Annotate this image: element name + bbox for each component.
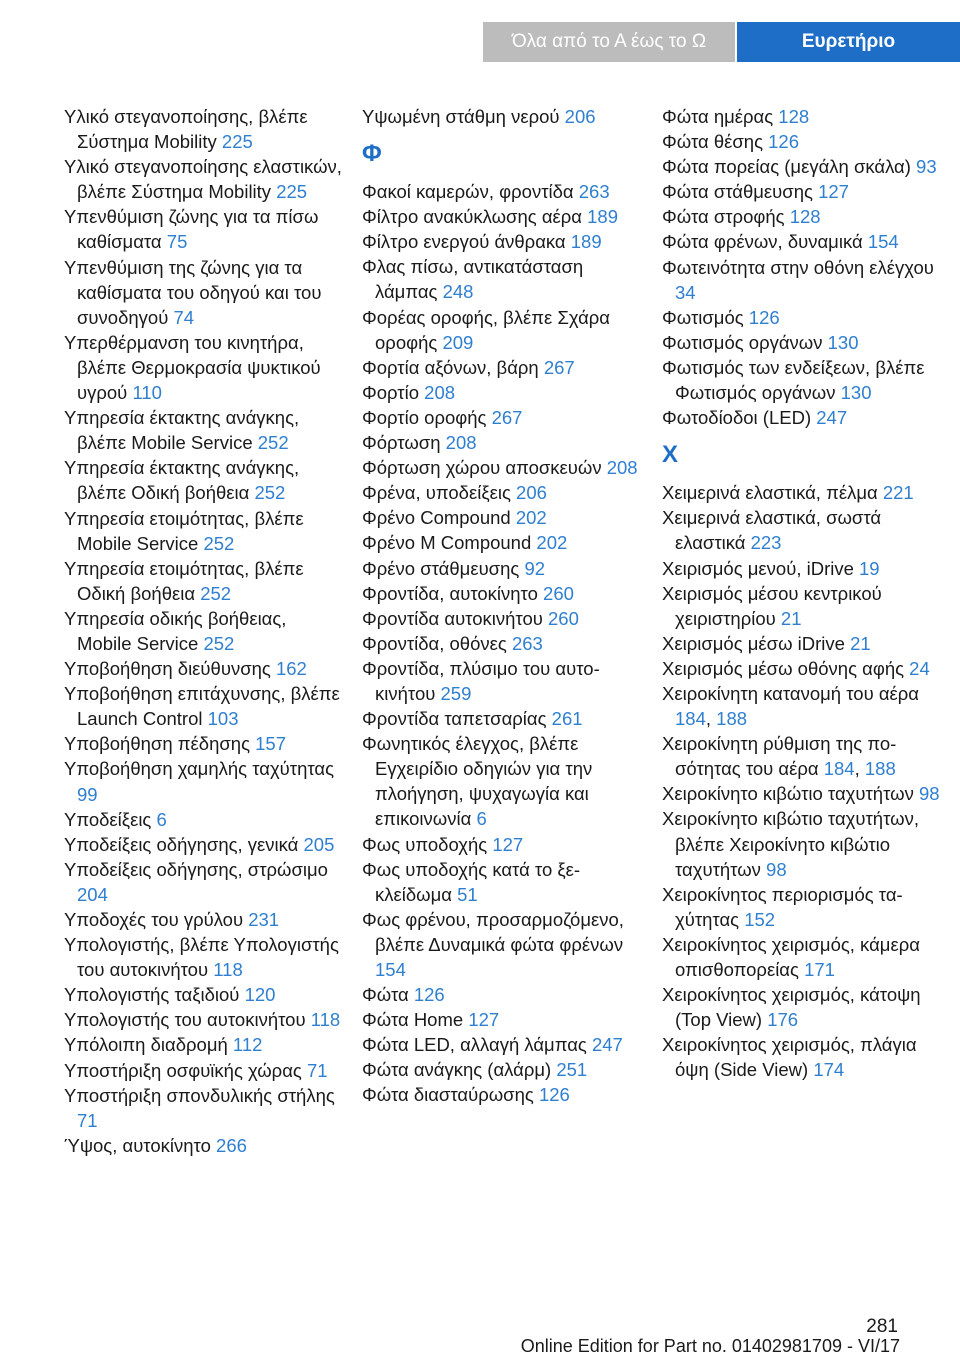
- edition-footer: Online Edition for Part no. 01402981709 - VI/17: [520, 1336, 900, 1356]
- index-entry: [662, 505, 942, 555]
- index-entry: [662, 1032, 942, 1082]
- index-entry-text: Φώτα ημέρας: [662, 106, 779, 127]
- index-entry-text: Φωτισμός: [662, 306, 749, 328]
- index-entry-text: Υλικό στεγανοποίησης ελαστικών, βλέπε Σύστημα Mobility: [64, 156, 342, 203]
- index-entry-text: Φόρτωση χώρου αποσκευών: [362, 457, 607, 479]
- index-entry: [64, 154, 344, 204]
- index-entry: [64, 982, 344, 1007]
- page-link[interactable]: 98: [918, 783, 940, 805]
- index-entry: [662, 204, 942, 229]
- page-link[interactable]: 206: [564, 106, 596, 127]
- index-entry-text: Φροντίδα, αυτοκίνητο: [362, 582, 544, 604]
- page-link[interactable]: 120: [244, 984, 276, 1006]
- page-separator: ,: [705, 708, 717, 730]
- page-link[interactable]: 267: [491, 406, 523, 428]
- index-entry: [362, 1057, 642, 1082]
- index-column-3: [662, 104, 942, 1082]
- index-entry-text: Χειροκίνητη κατανομή του αέρα: [662, 682, 919, 704]
- page-link[interactable]: 204: [77, 883, 108, 905]
- index-entry: [662, 305, 942, 330]
- index-entry-text: Ύψος, αυτοκίνητο: [64, 1134, 217, 1156]
- index-entry: [662, 480, 942, 505]
- page-link[interactable]: 251: [556, 1059, 588, 1081]
- index-entry: [64, 330, 344, 405]
- index-entry-text: Φώτα φρένων, δυναμικά: [662, 231, 868, 253]
- page-link[interactable]: 157: [255, 733, 287, 755]
- page-link[interactable]: 21: [850, 632, 871, 654]
- page-link[interactable]: 51: [457, 883, 478, 905]
- page-link[interactable]: 260: [543, 582, 574, 604]
- index-entry: [64, 1058, 344, 1083]
- page-link[interactable]: 126: [538, 1084, 570, 1106]
- page-link[interactable]: 188: [864, 758, 896, 780]
- page-link[interactable]: 252: [200, 582, 232, 604]
- index-entry: [662, 405, 942, 430]
- page-link[interactable]: 184: [675, 708, 706, 730]
- index-entry-text: Φώτα πορείας (μεγάλη σκάλα): [662, 156, 917, 178]
- page-link[interactable]: 266: [216, 1134, 247, 1156]
- index-entry: [64, 255, 344, 330]
- index-entry: [64, 1032, 344, 1057]
- index-entry-text: Υποβοήθηση πέδησης: [64, 733, 256, 755]
- index-entry-text: Φρένα, υποδείξεις: [362, 482, 517, 504]
- index-entry-text: Χειμερινά ελαστικά, πέλμα: [662, 482, 883, 504]
- index-entry-text: Φορέας οροφής, βλέπε Σχάρα οροφής: [362, 306, 611, 353]
- page-link[interactable]: 221: [882, 482, 914, 504]
- page-link[interactable]: 189: [570, 231, 602, 253]
- index-entry: [362, 104, 642, 129]
- index-entry-text: Υπενθύμιση της ζώνης για τα καθίσματα του οδηγού και του συνοδηγού: [64, 256, 322, 328]
- index-entry: [662, 781, 942, 806]
- index-entry: [662, 982, 942, 1032]
- index-entry: [662, 255, 942, 305]
- page-link[interactable]: 171: [804, 959, 835, 980]
- page-link[interactable]: 126: [768, 131, 799, 153]
- index-entry-text: Υποβοήθηση επιτάχυνσης, βλέπε Launch Control: [64, 683, 340, 730]
- page-link[interactable]: 126: [748, 306, 780, 328]
- index-entry-text: Φώτα: [362, 984, 414, 1006]
- page-link[interactable]: 205: [303, 833, 335, 855]
- index-entry: [64, 807, 344, 832]
- index-letter-heading: Φ: [362, 140, 382, 168]
- index-entry-text: Φορτίο: [362, 381, 425, 403]
- index-entry-text: Φώτα θέσης: [662, 131, 769, 153]
- page-link[interactable]: 209: [442, 331, 474, 353]
- index-entry: [362, 405, 642, 430]
- index-entry-text: Υπηρεσία ετοιμότητας, βλέπε Οδική βοήθεια: [64, 557, 304, 604]
- page-link[interactable]: 252: [203, 532, 235, 554]
- index-entry: [64, 1007, 344, 1032]
- index-entry-text: Υποδείξεις οδήγησης, γενικά: [64, 833, 304, 855]
- page-link[interactable]: 98: [766, 858, 787, 880]
- index-column-1: [64, 104, 344, 1158]
- index-entry-text: Φώτα στροφής: [662, 206, 790, 228]
- index-entry: [362, 581, 642, 606]
- index-entry-text: Υπερθέρμανση του κινητήρα, βλέπε Θερμοκρασία ψυκτικού υγρού: [64, 331, 321, 404]
- index-entry-text: Φως υποδοχής κατά το ξεκλείδωμα: [362, 858, 581, 905]
- index-entry-text: Φροντίδα, οθόνες: [362, 632, 512, 654]
- page-link[interactable]: 202: [515, 507, 547, 529]
- index-entry-text: Χειροκίνητος χειρισμός, κάτοψη (Top View): [662, 984, 921, 1031]
- page-link[interactable]: 152: [744, 908, 776, 930]
- index-entry-text: Φορτία αξόνων, βάρη: [362, 356, 544, 378]
- index-entry-text: Υπολογιστής, βλέπε Υπολογιστής του αυτοκινήτου: [64, 934, 339, 981]
- index-entry-text: Χειρισμός μενού, iDrive: [662, 557, 860, 579]
- index-entry: [362, 832, 642, 857]
- index-entry: [662, 882, 942, 932]
- page-link[interactable]: 252: [203, 632, 235, 654]
- index-entry: [662, 129, 942, 154]
- page-link[interactable]: 189: [587, 206, 618, 228]
- index-entry: [662, 656, 942, 681]
- page-link[interactable]: 34: [675, 281, 696, 303]
- index-entry-text: Υψωμένη στάθμη νερού: [362, 106, 565, 127]
- index-entry-text: Υποστήριξη οσφυϊκής χώρας: [64, 1059, 307, 1081]
- page-link[interactable]: 267: [543, 356, 575, 378]
- index-entry: [362, 706, 642, 731]
- index-entry: [362, 631, 642, 656]
- index-letter-heading: Χ: [662, 441, 679, 469]
- page-link[interactable]: 208: [445, 432, 477, 454]
- page-link[interactable]: 112: [232, 1034, 263, 1056]
- page-link[interactable]: 206: [516, 482, 547, 504]
- index-entry-text: Υπηρεσία έκτακτης ανάγκης, βλέπε Mobile Service: [64, 407, 300, 454]
- page-link[interactable]: 127: [492, 833, 524, 855]
- index-entry: [362, 606, 642, 631]
- index-entry: [64, 907, 344, 932]
- index-entry: [662, 932, 942, 982]
- index-entry: [362, 505, 642, 530]
- index-entry: [362, 857, 642, 907]
- index-entry-text: Φρένο M Compound: [362, 532, 537, 554]
- index-entry: [64, 832, 344, 857]
- index-entry: [64, 606, 344, 656]
- page-link[interactable]: 263: [511, 632, 543, 654]
- index-entry-text: Χειρισμός μέσου κεντρικού χειριστηρίου: [662, 582, 882, 629]
- index-entry-text: Χειροκίνητο κιβώτιο ταχυτήτων: [662, 783, 919, 805]
- index-entry: [662, 104, 942, 129]
- page-link[interactable]: 75: [166, 231, 188, 253]
- index-entry-text: Υπηρεσία έκτακτης ανάγκης, βλέπε Οδική βοήθεια: [64, 457, 300, 504]
- index-entry-text: Χειροκίνητος χειρισμός, κάμερα οπισθοπορείας: [662, 933, 920, 980]
- index-entry: [662, 154, 942, 179]
- index-entry-text: Υπόλοιπη διαδρομή: [64, 1034, 233, 1056]
- index-entry: [362, 1032, 642, 1057]
- index-entry-text: Φωτισμός των ενδείξεων, βλέπε Φωτισμός οργάνων: [662, 356, 925, 404]
- page-link[interactable]: 128: [789, 206, 821, 228]
- page-link[interactable]: 252: [254, 482, 286, 504]
- page-link[interactable]: 126: [413, 984, 445, 1006]
- index-entry: [662, 631, 942, 656]
- index-entry: [64, 731, 344, 756]
- page-number: 281: [866, 1316, 898, 1337]
- page-link[interactable]: 6: [156, 808, 167, 830]
- page-link[interactable]: 263: [578, 181, 610, 203]
- page-link[interactable]: 223: [750, 532, 782, 554]
- index-entry: [662, 681, 942, 731]
- page-link[interactable]: 71: [306, 1059, 328, 1081]
- page-link[interactable]: 99: [77, 783, 98, 805]
- index-entry-text: Φροντίδα αυτοκινήτου: [362, 607, 549, 629]
- index-entry: [64, 857, 344, 907]
- index-entry: [362, 305, 642, 355]
- index-entry-text: Φως φρένου, προσαρμοζόμενο, βλέπε Δυναμικά φώτα φρένων: [362, 908, 624, 955]
- index-entry-text: Χειροκίνητος χειρισμός, πλάγια όψη (Side View): [662, 1034, 917, 1081]
- page-link[interactable]: 128: [778, 106, 810, 127]
- index-entry-text: Χειρισμός μέσω iDrive: [662, 632, 851, 654]
- index-entry: [362, 254, 642, 304]
- page-link[interactable]: 247: [591, 1034, 623, 1056]
- page-link[interactable]: 93: [916, 156, 937, 178]
- index-entry: [64, 656, 344, 681]
- page-link[interactable]: 247: [816, 407, 848, 429]
- index-entry-text: Φίλτρο ανακύκλωσης αέρα: [362, 206, 588, 228]
- index-entry: [362, 480, 642, 505]
- index-entry-text: Φώτα LED, αλλαγή λάμπας: [362, 1034, 592, 1056]
- page-link[interactable]: 252: [257, 432, 289, 454]
- index-entry-text: Υποστήριξη σπονδυλικής στήλης: [64, 1084, 335, 1106]
- index-entry: [362, 179, 642, 204]
- index-entry-text: Υλικό στεγανοποίησης, βλέπε Σύστημα Mobility: [64, 106, 308, 153]
- index-entry: [64, 556, 344, 606]
- index-entry-text: Χειρισμός μέσω οθόνης αφής: [662, 657, 910, 679]
- index-entry: [362, 430, 642, 455]
- index-entry-text: Χειροκίνητος περιορισμός ταχύτητας: [662, 883, 903, 930]
- index-entry-text: Υποδοχές του γρύλου: [64, 909, 249, 930]
- index-entry: [662, 179, 942, 204]
- index-entry: [362, 656, 642, 706]
- index-entry-text: Υποδείξεις: [64, 808, 157, 830]
- page-link[interactable]: 103: [207, 708, 239, 730]
- index-entry: [64, 204, 344, 254]
- index-entry-text: Υπηρεσία ετοιμότητας, βλέπε Mobile Service: [64, 507, 304, 554]
- index-entry-text: Φλας πίσω, αντικατάσταση λάμπας: [362, 256, 584, 303]
- index-entry: [362, 731, 642, 831]
- index-entry-text: Υποβοήθηση διεύθυνσης: [64, 658, 276, 680]
- index-entry: [362, 530, 642, 555]
- index-entry-text: Φωτισμός οργάνων: [662, 331, 828, 353]
- index-entry-text: Υποβοήθηση χαμηλής ταχύτητας: [64, 758, 335, 780]
- page-link[interactable]: 225: [276, 181, 308, 203]
- index-entry-text: Φώτα ανάγκης (αλάρμ): [362, 1059, 557, 1081]
- page-link[interactable]: 174: [813, 1059, 845, 1081]
- index-entry: [362, 380, 642, 405]
- index-entry-text: Υπολογιστής του αυτοκινήτου: [64, 1009, 311, 1031]
- index-entry: [64, 932, 344, 982]
- index-entry: [662, 731, 942, 781]
- index-entry-text: Χειμερινά ελαστικά, σωστά ελαστικά: [662, 507, 882, 554]
- page-link[interactable]: 154: [375, 959, 406, 980]
- index-entry-text: Φακοί καμερών, φροντίδα: [362, 181, 579, 203]
- index-entry: [362, 229, 642, 254]
- tab-chapter[interactable]: Όλα από το Α έως το Ω: [483, 22, 735, 62]
- index-entry-text: Φώτα στάθμευσης: [662, 181, 819, 203]
- page-link[interactable]: 6: [476, 808, 487, 830]
- page-link[interactable]: 261: [551, 708, 583, 730]
- header-bar: [0, 0, 960, 62]
- page-link[interactable]: 74: [173, 306, 195, 328]
- index-entry-text: Φώτα διασταύρωσης: [362, 1084, 539, 1106]
- page-link[interactable]: 184: [823, 758, 855, 780]
- index-entry: [362, 1007, 642, 1032]
- index-entry: [64, 455, 344, 505]
- page-link[interactable]: 188: [716, 708, 748, 730]
- page-link[interactable]: 248: [442, 281, 474, 303]
- index-entry-text: Χειροκίνητη ρύθμιση της ποσότητας του αέρα: [662, 733, 897, 780]
- page-link[interactable]: 71: [77, 1109, 98, 1131]
- page-link[interactable]: 259: [440, 682, 472, 704]
- index-entry-text: Φροντίδα ταπετσαρίας: [362, 708, 552, 730]
- index-entry-text: Φορτίο οροφής: [362, 406, 492, 428]
- index-entry-text: Χειροκίνητο κιβώτιο ταχυτήτων, βλέπε Χειροκίνητο κιβώτιο ταχυτήτων: [662, 808, 919, 880]
- page-link[interactable]: 130: [827, 331, 859, 353]
- index-entry-text: Υποδείξεις οδήγησης, στρώσιμο: [64, 858, 328, 880]
- page-link[interactable]: 110: [132, 382, 162, 404]
- index-entry-text: Υπενθύμιση ζώνης για τα πίσω καθίσματα: [64, 206, 319, 253]
- index-entry: [64, 681, 344, 731]
- page-link[interactable]: 260: [548, 607, 579, 629]
- index-entry-text: Υπολογιστής ταξιδιού: [64, 984, 245, 1006]
- index-entry-text: Υπηρεσία οδικής βοήθειας, Mobile Service: [64, 607, 287, 654]
- page-link[interactable]: 92: [524, 557, 546, 579]
- index-entry: [64, 405, 344, 455]
- index-entry-text: Φρένο Compound: [362, 507, 516, 529]
- index-entry: [64, 1133, 344, 1158]
- index-entry: [662, 330, 942, 355]
- tab-index[interactable]: Ευρετήριο: [737, 22, 960, 62]
- page-link[interactable]: 130: [840, 382, 872, 404]
- index-entry: [662, 581, 942, 631]
- index-entry: [64, 506, 344, 556]
- index-entry: [662, 556, 942, 581]
- index-entry: [362, 355, 642, 380]
- index-entry: [662, 355, 942, 405]
- page-link[interactable]: 127: [818, 181, 849, 203]
- page-link[interactable]: 202: [536, 532, 568, 554]
- index-entry-text: Φίλτρο ενεργού άνθρακα: [362, 231, 571, 253]
- page-link[interactable]: 208: [606, 457, 638, 479]
- page-link[interactable]: 118: [213, 959, 243, 981]
- index-entry: [362, 982, 642, 1007]
- page-link[interactable]: 225: [221, 131, 253, 153]
- index-entry: [64, 1083, 344, 1133]
- page-link[interactable]: 118: [310, 1009, 341, 1031]
- index-entry-text: Φρένο στάθμευσης: [362, 557, 525, 579]
- page-link[interactable]: 208: [424, 381, 456, 403]
- index-entry-text: Φως υποδοχής: [362, 833, 493, 855]
- page-link[interactable]: 19: [859, 557, 880, 579]
- index-entry-text: Φόρτωση: [362, 432, 446, 454]
- page-separator: ,: [854, 758, 865, 780]
- index-column-2: [362, 104, 642, 1108]
- page-link[interactable]: 24: [909, 657, 930, 679]
- index-entry: [362, 204, 642, 229]
- page-link[interactable]: 231: [248, 909, 280, 930]
- page-link[interactable]: 176: [767, 1009, 799, 1031]
- index-entry: [64, 756, 344, 806]
- index-entry: [362, 907, 642, 982]
- index-entry: [362, 455, 642, 480]
- index-entry-text: Φώτα Home: [362, 1009, 469, 1031]
- index-entry-text: Φωτοδίοδοι (LED): [662, 407, 817, 429]
- index-entry: [362, 556, 642, 581]
- index-entry-text: Φωτεινότητα στην οθόνη ελέγχου: [662, 256, 934, 278]
- page-link[interactable]: 21: [780, 607, 802, 629]
- page-link[interactable]: 162: [275, 658, 307, 680]
- index-entry: [662, 806, 942, 881]
- page-link[interactable]: 154: [867, 231, 899, 253]
- index-entry: [362, 1082, 642, 1107]
- index-entry-text: Φωνητικός έλεγχος, βλέπε Εγχειρίδιο οδηγιών για την πλοήγηση, ψυχαγωγία και επικοινωνία: [362, 733, 593, 830]
- index-entry: [64, 104, 344, 154]
- index-entry: [662, 229, 942, 254]
- index-entry-text: Φροντίδα, πλύσιμο του αυτοκινήτου: [362, 657, 600, 704]
- page-link[interactable]: 127: [468, 1009, 500, 1031]
